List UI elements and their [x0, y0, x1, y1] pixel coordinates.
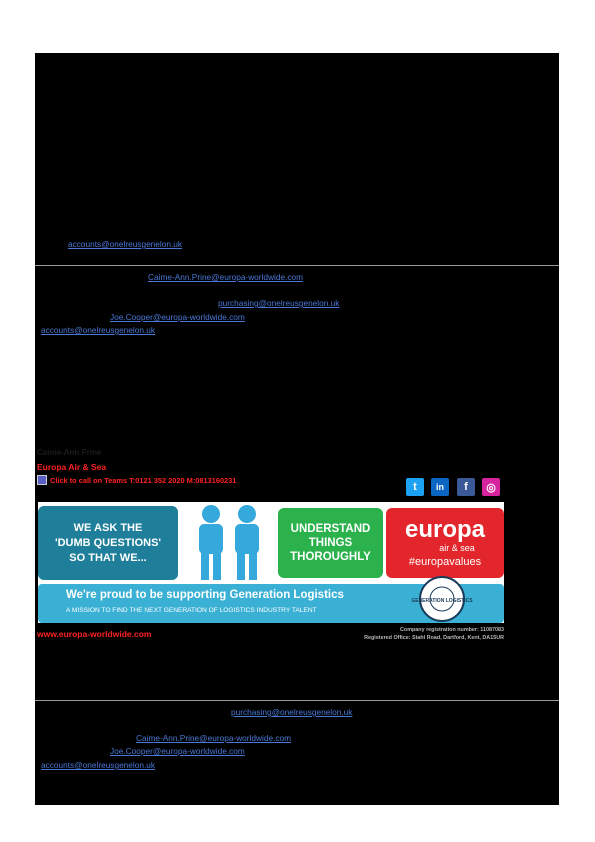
generation-logistics-badge — [411, 575, 473, 623]
banner-understand-box — [278, 508, 383, 578]
banner-left-line3: SO THAT WE... — [69, 552, 147, 564]
purchasing-email-link[interactable]: purchasing@onelreusgenelon.uk — [231, 707, 353, 717]
support-heading: We're proud to be supporting Generation Logistics — [66, 589, 344, 601]
joe-email-link[interactable]: Joe.Cooper@europa-worldwide.com — [110, 312, 245, 322]
people-figures-icon — [183, 502, 275, 582]
banner-mid-line2: THINGS — [308, 537, 353, 549]
caime-email-link[interactable]: Caime-Ann.Prine@europa-worldwide.com — [136, 733, 292, 743]
section-divider — [35, 700, 559, 701]
registration-line-1: Company registration number: 11087083 — [400, 627, 504, 633]
registration-line-2: Registered Office: Stahl Road, Dartford, Kent, DA15UR — [364, 635, 504, 641]
banner-mid-line3: THOROUGHLY — [290, 551, 371, 563]
instagram-icon[interactable]: ◎ — [482, 478, 500, 496]
support-subheading: A MISSION TO FIND THE NEXT GENERATION OF LOGISTICS INDUSTRY TALENT — [66, 607, 317, 614]
accounts-email-link[interactable]: accounts@onelreusgenelon.uk — [41, 325, 156, 335]
section-divider — [35, 265, 559, 266]
promo-banner[interactable] — [38, 502, 504, 623]
accounts-email-link[interactable]: accounts@onelreusgenelon.uk — [41, 760, 156, 770]
banner-left-line2: 'DUMB QUESTIONS' — [54, 537, 162, 549]
phone-text: Click to call on Teams T:0121 352 2020 M:0813160231 — [50, 475, 237, 485]
banner-mid-line1: UNDERSTAND — [290, 523, 371, 535]
purchasing-email-link[interactable]: purchasing@onelreusgenelon.uk — [218, 298, 340, 308]
europa-logo-text: europa — [404, 516, 485, 543]
website-link[interactable]: www.europa-worldwide.com — [37, 629, 152, 639]
accounts-email-link[interactable]: accounts@onelreusgenelon.uk — [68, 239, 183, 249]
signature-company: Europa Air & Sea — [37, 462, 107, 472]
europa-hashtag: #europavalues — [408, 556, 482, 568]
teams-icon — [37, 475, 47, 485]
facebook-icon[interactable]: f — [457, 478, 475, 496]
teams-call-line[interactable] — [37, 475, 236, 485]
email-body-background — [35, 53, 559, 805]
banner-left-line1: WE ASK THE — [73, 522, 143, 534]
europa-logo-box — [386, 508, 504, 578]
signature-name: Caime-Ann Prine — [37, 448, 102, 457]
linkedin-icon[interactable]: in — [431, 478, 449, 496]
banner-questions-box — [38, 506, 178, 580]
caime-email-link[interactable]: Caime-Ann.Prine@europa-worldwide.com — [148, 272, 304, 282]
joe-email-link[interactable]: Joe.Cooper@europa-worldwide.com — [110, 746, 245, 756]
badge-text: GENERATION LOGISTICS — [411, 598, 473, 604]
twitter-icon[interactable]: t — [406, 478, 424, 496]
europa-logo-sub: air & sea — [439, 543, 475, 553]
